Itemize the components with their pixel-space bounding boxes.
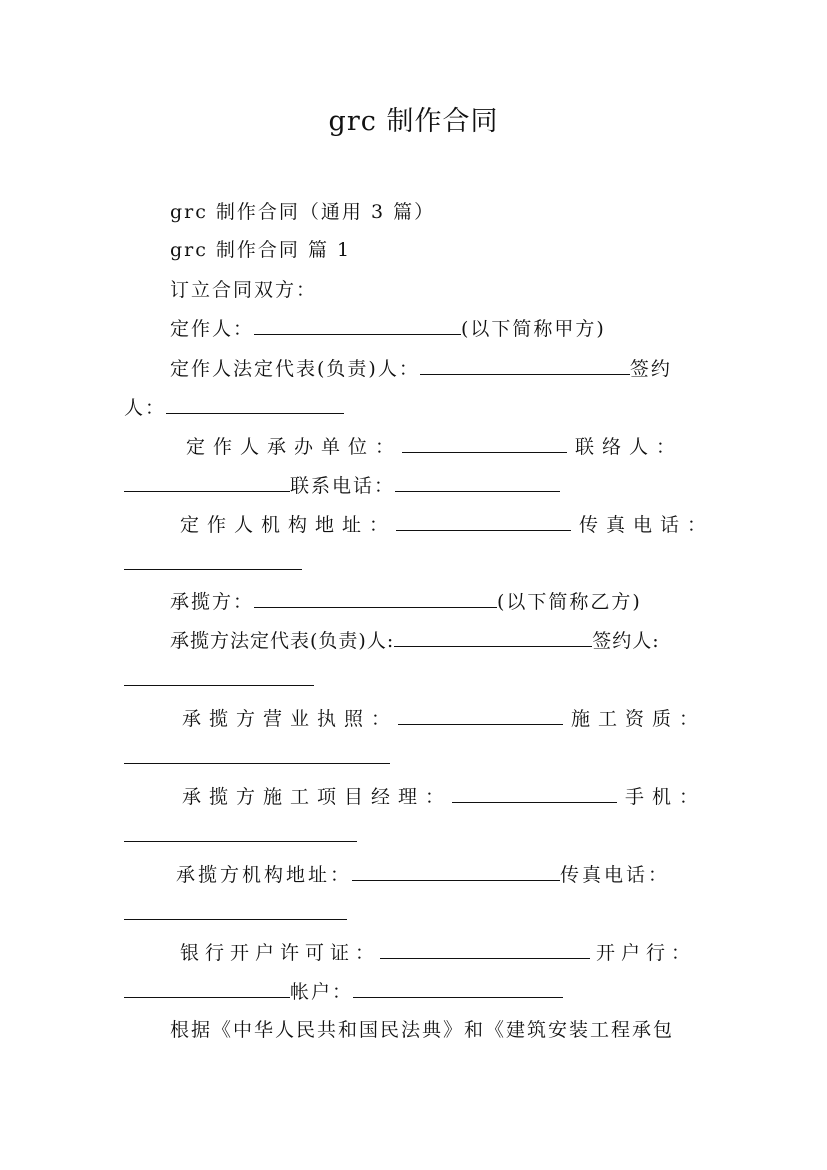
- owner-phone-label: 联系电话：: [290, 475, 396, 497]
- owner-contact-label: 联络人：: [575, 436, 684, 458]
- owner-fax-label: 传真电话：: [579, 514, 715, 536]
- contractor-rep-blank[interactable]: [394, 626, 592, 647]
- owner-address-label: 定作人机构地址：: [180, 514, 397, 536]
- contractor-fax-label: 传真电话：: [560, 864, 671, 886]
- bank-permit-label: 银行开户许可证：: [180, 942, 381, 964]
- bank-account-label: 帐户：: [290, 981, 354, 1003]
- owner-signer-label-a: 签约: [629, 358, 672, 380]
- contractor-qualification-line: [124, 743, 390, 772]
- owner-fax-line: [124, 549, 302, 578]
- contractor-manager-label: 承揽方施工项目经理：: [182, 786, 453, 808]
- bank-permit-blank[interactable]: [380, 938, 590, 959]
- bank-bank-blank[interactable]: [124, 977, 290, 998]
- owner-rep-label: 定作人法定代表(负责)人：: [170, 358, 420, 380]
- bank-permit-line: [180, 938, 696, 967]
- owner-signer-blank[interactable]: [166, 393, 344, 414]
- owner-label: 定作人：: [170, 318, 255, 340]
- contractor-label: 承揽方：: [170, 591, 255, 613]
- contractor-mobile-label: 手机：: [625, 786, 707, 808]
- contractor-line: [170, 587, 642, 616]
- owner-phone-line: [124, 471, 560, 500]
- bank-account-line: [124, 977, 563, 1006]
- section-heading: grc 制作合同 篇 1: [170, 239, 352, 261]
- contractor-suffix: (以下简称乙方): [497, 591, 642, 613]
- owner-address-blank[interactable]: [396, 510, 571, 531]
- contractor-manager-line: [182, 782, 706, 811]
- contractor-mobile-line: [124, 821, 357, 850]
- contractor-fax-blank[interactable]: [124, 899, 347, 920]
- contractor-rep-line: [170, 626, 660, 655]
- owner-blank[interactable]: [254, 314, 461, 335]
- owner-suffix: (以下简称甲方): [461, 318, 606, 340]
- contractor-license-line: [182, 704, 706, 733]
- bank-bank-label: 开户行：: [596, 942, 697, 964]
- parties-heading: 订立合同双方：: [170, 279, 318, 301]
- contractor-license-label: 承揽方营业执照：: [182, 708, 399, 730]
- owner-signer-label-b: 人：: [124, 397, 167, 419]
- bank-account-blank[interactable]: [353, 977, 563, 998]
- contractor-signer-line: [124, 665, 314, 694]
- contractor-qualification-label: 施工资质：: [571, 708, 707, 730]
- contractor-rep-label: 承揽方法定代表(负责)人:: [170, 630, 395, 652]
- owner-signer-line: [124, 393, 344, 422]
- closing-paragraph: 根据《中华人民共和国民法典》和《建筑安装工程承包: [170, 1019, 675, 1041]
- contractor-manager-blank[interactable]: [452, 782, 617, 803]
- owner-fax-blank[interactable]: [124, 549, 302, 570]
- owner-contact-blank[interactable]: [124, 471, 290, 492]
- owner-unit-label: 定作人承办单位：: [186, 436, 403, 458]
- contractor-fax-line: [124, 899, 347, 928]
- contractor-license-blank[interactable]: [398, 704, 563, 725]
- contractor-blank[interactable]: [254, 587, 497, 608]
- contractor-address-line: [176, 860, 670, 889]
- contractor-qualification-blank[interactable]: [124, 743, 390, 764]
- contractor-address-blank[interactable]: [352, 860, 560, 881]
- subtitle: grc 制作合同（通用 3 篇）: [170, 201, 436, 223]
- owner-rep-line: [170, 354, 672, 383]
- owner-unit-blank[interactable]: [402, 432, 567, 453]
- owner-line: [170, 314, 606, 343]
- page-title: grc 制作合同: [328, 106, 499, 137]
- contractor-address-label: 承揽方机构地址：: [176, 864, 353, 886]
- owner-phone-blank[interactable]: [395, 471, 560, 492]
- owner-rep-blank[interactable]: [420, 354, 630, 375]
- contractor-signer-blank[interactable]: [124, 665, 314, 686]
- contractor-signer-label: 签约人:: [592, 630, 660, 652]
- owner-address-line: [180, 510, 714, 539]
- owner-unit-line: [186, 432, 683, 461]
- contractor-mobile-blank[interactable]: [124, 821, 357, 842]
